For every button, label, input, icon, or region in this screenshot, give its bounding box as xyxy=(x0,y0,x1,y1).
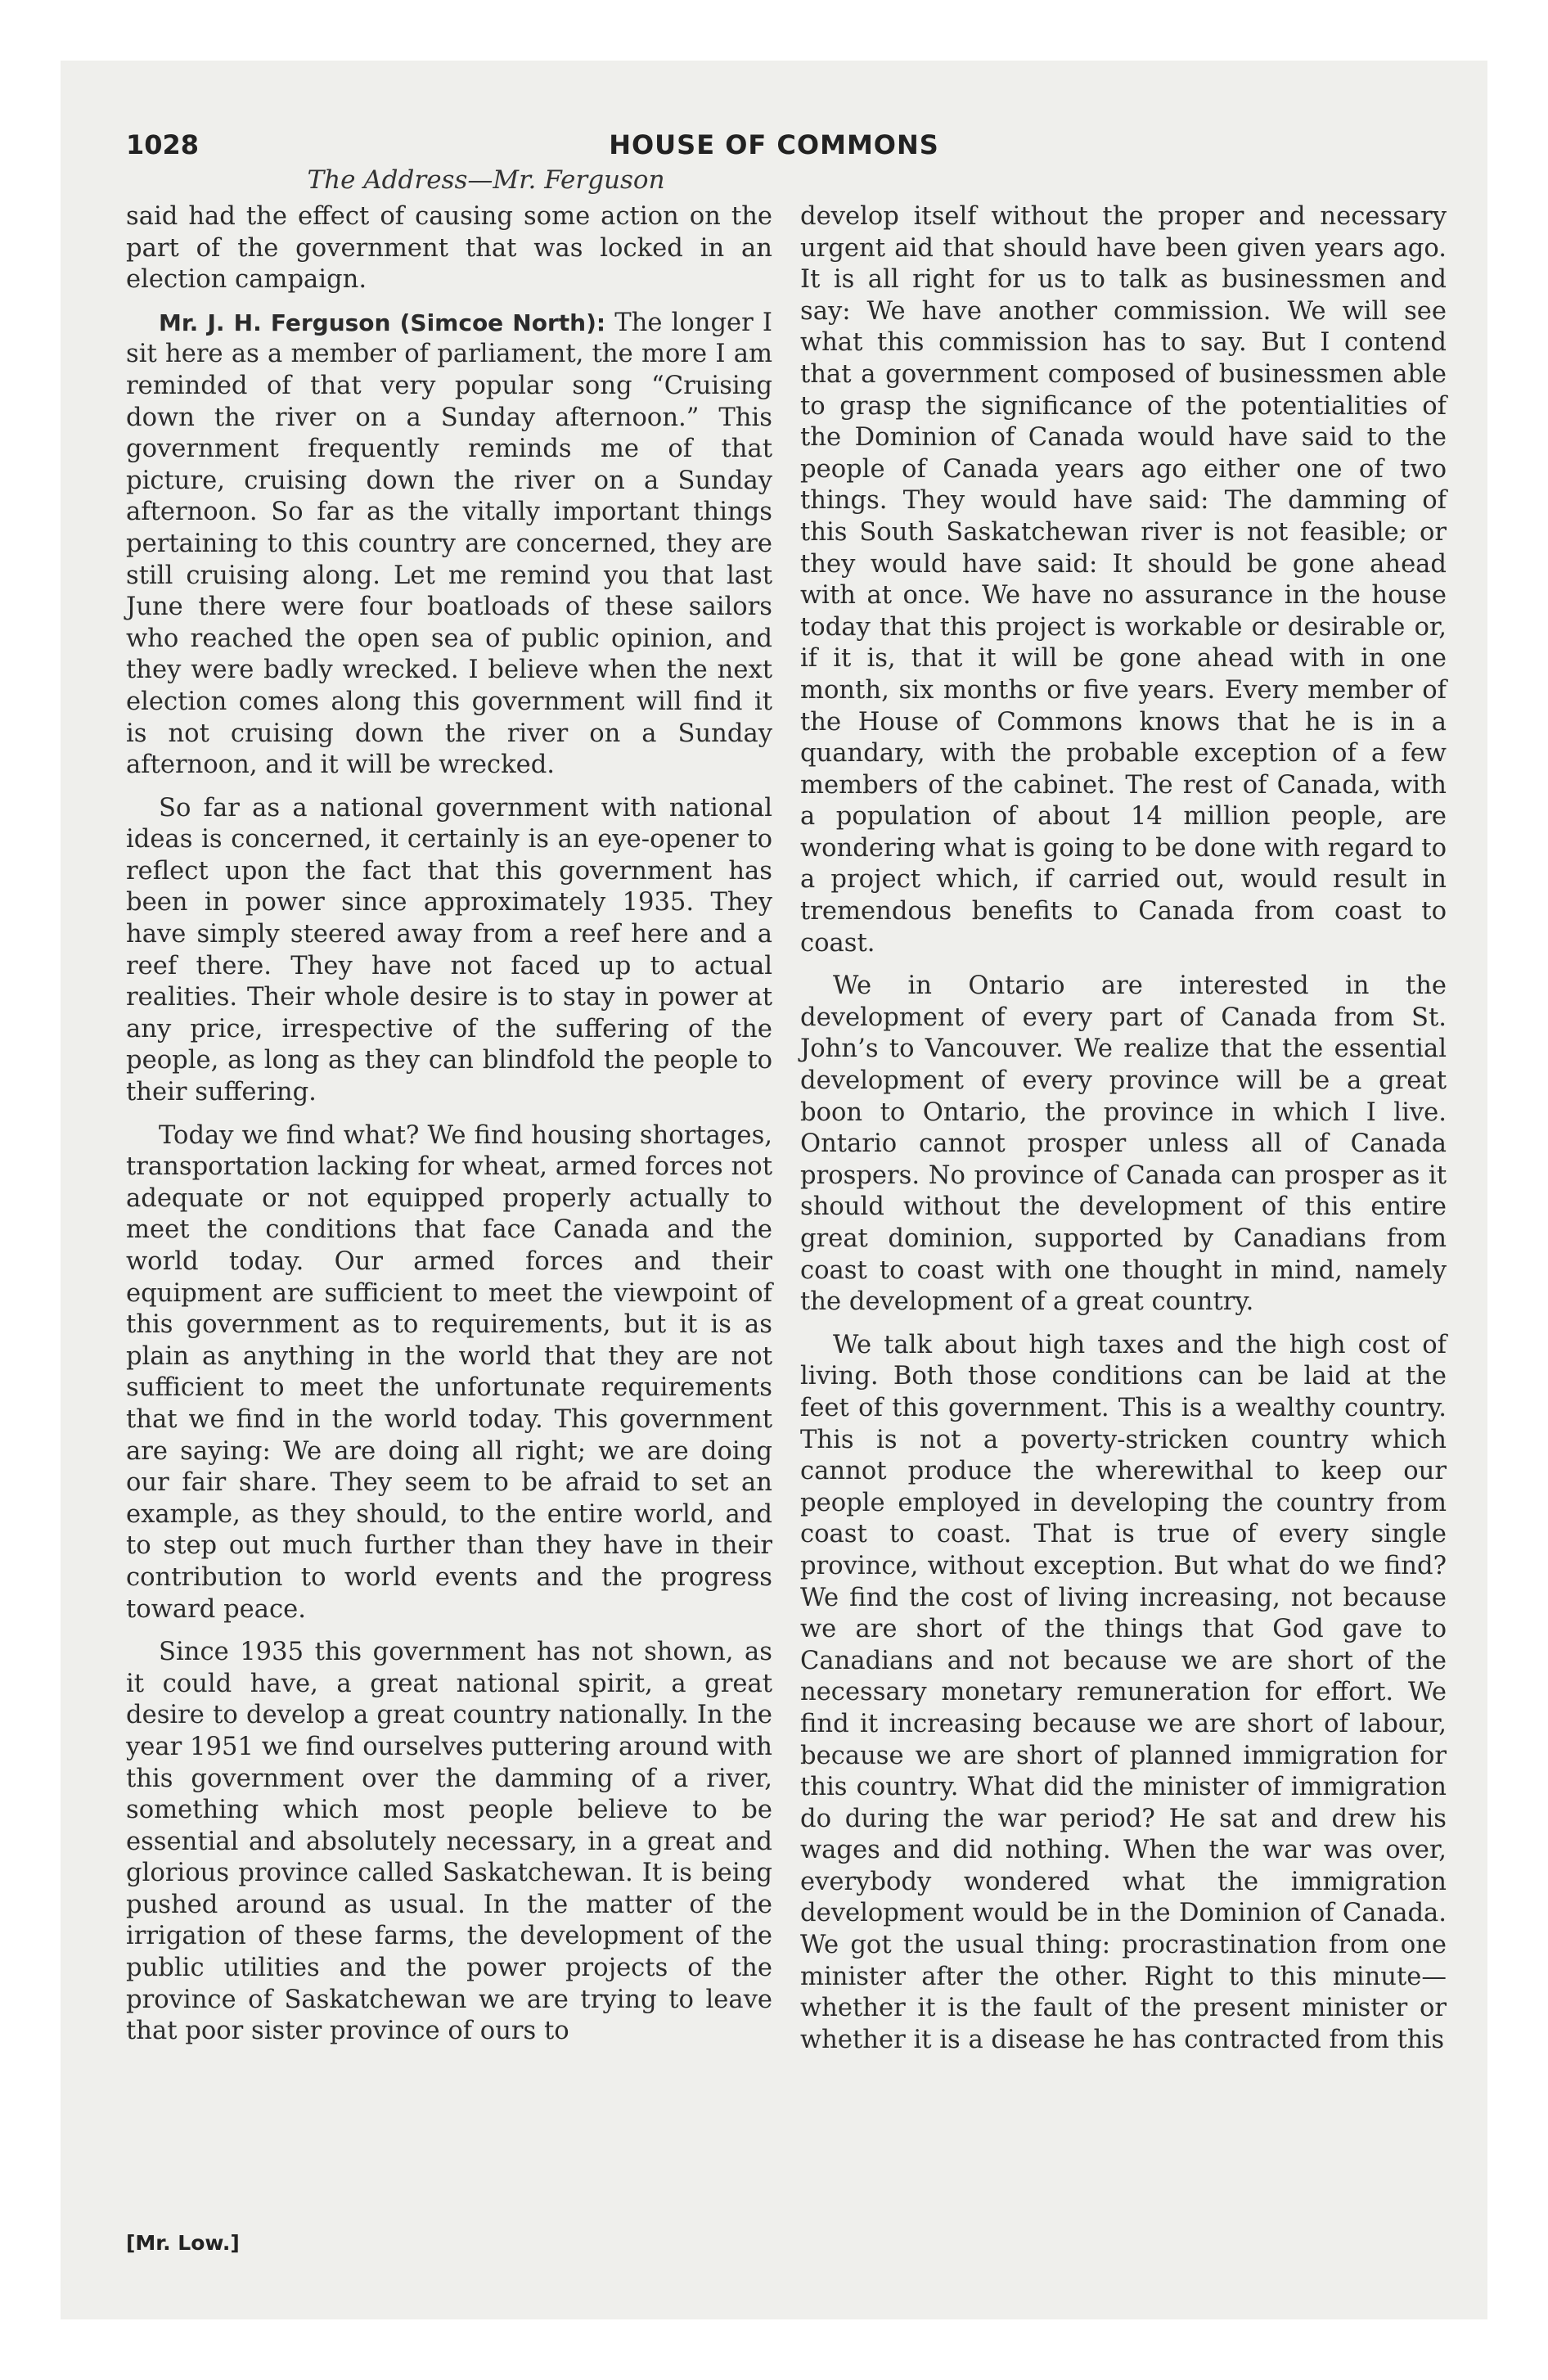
paragraph: We in Ontario are interested in the development of every part of Canada from St. John’s to Vancouver. We realize that the essential development of every province will be a great boon to Ontario, the province in which I live. Ontario cannot prosper unless all of Canada prospers. No province of Canada can prosper as it should without the development of this entire great dominion, supported by Canadians from coast to coast with one thought in mind, namely the development of a great country. xyxy=(800,971,1447,1317)
paragraph-text: The longer I sit here as a member of parliament, the more I am reminded of that very popular song “Cruising down the river on a Sunday afternoon.” This government frequently reminds me of that picture, cruising down the river on a Sunday afternoon. So far as the vitally important things pertaining to this country are concerned, they are still cruising along. Let me remind you that last June there were four boatloads of these sailors who reached the open sea of public opinion, and they were badly wrecked. I believe when the next election comes along this government will find it is not cruising down the river on a Sunday afternoon, and it will be wrecked. xyxy=(126,308,772,780)
paragraph: Since 1935 this government has not shown, as it could have, a great national spirit, a great desire to develop a great country nationally. In the year 1951 we find ourselves puttering around with this government over the damming of a river, something which most people believe to be essential and absolutely necessary, in a great and glorious province called Saskatchewan. It is being pushed around as usual. In the matter of the irrigation of these farms, the development of the public utilities and the power projects of the province of Saskatchewan we are trying to leave that poor sister province of ours to xyxy=(126,1638,772,2046)
paragraph: develop itself without the proper and necessary urgent aid that should have been given years ago. It is all right for us to talk as businessmen and say: We have another commission. We will see what this commission has to say. But I contend that a government composed of businessmen able to grasp the significance of the potentialities of the Dominion of Canada would have said to the people of Canada years ago either one of two things. They would have said: The damming of this South Saskatchewan river is not feasible; or they would have said: It should be gone ahead with at once. We have no assurance in the house today that this project is workable or desirable or, if it is, that it will be gone ahead with in one month, six months or five years. Every member of the House of Commons knows that he is in a quandary, with the probable exception of a few members of the cabinet. The rest of Canada, with a population of about 14 million people, are wondering what is going to be done with regard to a project which, if carried out, would result in tremendous benefits to Canada from coast to coast. xyxy=(800,202,1447,958)
document-page xyxy=(61,61,1487,2319)
paragraph xyxy=(126,308,772,782)
page-number: 1028 xyxy=(126,129,200,160)
footer-speaker-ref: [Mr. Low.] xyxy=(126,2231,240,2255)
paragraph: Today we find what? We find housing shortages, transportation lacking for wheat, armed forces not adequate or not equipped properly actually to meet the conditions that face Canada and the world today. Our armed forces and their equipment are sufficient to meet the viewpoint of this government as to requirements, but it is as plain as anything in the world that they are not sufficient to meet the unfortunate requirements that we find in the world today. This government are saying: We are doing all right; we are doing our fair share. They seem to be afraid to set an example, as they should, to the entire world, and to step out much further than they have in their contribution to world events and the progress toward peace. xyxy=(126,1120,772,1624)
right-column xyxy=(800,201,1447,2067)
speaker-name: Mr. J. H. Ferguson (Simcoe North): xyxy=(159,309,606,336)
page-subtitle: The Address—Mr. Ferguson xyxy=(307,165,665,195)
page-title: HOUSE OF COMMONS xyxy=(609,129,939,160)
paragraph: So far as a national government with national ideas is concerned, it certainly is an eye-opener to reflect upon the fact that this government has been in power since approximately 1935. They have simply steered away from a reef here and a reef there. They have not faced up to actual realities. Their whole desire is to stay in power at any price, irrespective of the suffering of the people, as long as they can blindfold the people to their suffering. xyxy=(126,793,772,1107)
paragraph: said had the effect of causing some action on the part of the government that was locked in an election campaign. xyxy=(126,202,772,295)
paragraph: We talk about high taxes and the high cost of living. Both those conditions can be laid at the feet of this government. This is a wealthy country. This is not a poverty-stricken country which cannot produce the wherewithal to keep our people employed in developing the country from coast to coast. That is true of every single province, without exception. But what do we find? We find the cost of living increasing, not because we are short of the things that God gave to Canadians and not because we are short of the necessary monetary remuneration for effort. We find it increasing because we are short of labour, because we are short of planned immigration for this country. What did the minister of immigration do during the war period? He sat and drew his wages and did nothing. When the war was over, everybody wondered what the immigration development would be in the Dominion of Canada. We got the usual thing: procrastination from one minister after the other. Right to this minute—whether it is the fault of the present minister or whether it is a disease he has contracted from this xyxy=(800,1330,1447,2054)
left-column xyxy=(126,201,772,2059)
